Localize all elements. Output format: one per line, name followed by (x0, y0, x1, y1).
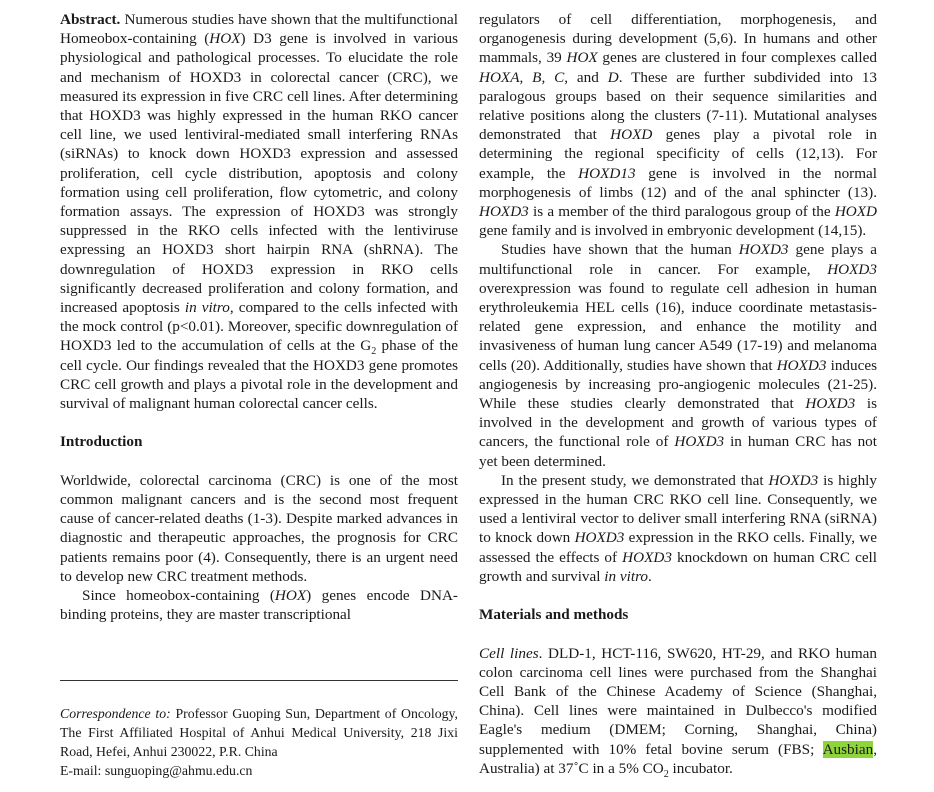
paragraph-text: overexpression was found to regulate cell adhesion in human erythroleukemia HEL cells (16), induce coordinate metastasis-related gene expression, and enhance the motility and invasiveness of human lung cancer A549 (17-19) and melanoma cells (20). Additionally, studies have shown that (479, 279, 877, 374)
highlighted-text: Ausbian (822, 740, 874, 758)
paragraph-text: , (519, 68, 533, 86)
gene-name: HOXA (479, 68, 520, 86)
gene-name: HOXD3 (768, 471, 819, 489)
intro-paragraph-2 (60, 586, 458, 624)
gene-name: HOXD3 (827, 260, 877, 278)
correspondence-footnote (60, 704, 458, 780)
paragraph-text: . These are further subdivided into 13 paralogous groups based on their sequence similarities and relative positions along the clusters (7-11). Mutational analyses demonstrated that (479, 68, 878, 144)
paragraph-text: . DLD-1, HCT-116, SW620, HT-29, and RKO human colon carcinoma cell lines were purchased from the Shanghai Cell Bank of the Chinese Academy of Science (Shanghai, China). Cell lines were maintained in Dulbecco's modified Eagle's medium (DMEM; Corning, Shanghai, China) supplemented with 10% fetal bovine serum (FBS; (479, 644, 877, 758)
paragraph-text: induces angiogenesis by increasing pro-angiogenic molecules (21-25). While these studies clearly demonstrated that (479, 356, 877, 413)
paragraph-text: In the present study, we demonstrated that (501, 471, 769, 489)
correspondence-label: Correspondence to: (60, 706, 171, 721)
latin-term: in vitro (184, 299, 230, 317)
gene-name: HOX (209, 30, 241, 48)
gene-name: HOX (274, 587, 307, 605)
paragraph-text: expression in the RKO cells. Finally, we assessed the effects of (479, 529, 877, 566)
paragraph-text: , (541, 68, 555, 86)
abstract-text: phase of the cell cycle. Our findings revealed that the HOXD3 gene promotes CRC cell growth and plays a pivotal role in the development and survival of malignant human colorectal cancer cells. (60, 337, 458, 413)
abstract (60, 10, 458, 413)
gene-name: HOX (566, 49, 598, 67)
abstract-text: Numerous studies have shown that the multifunctional Homeobox-containing ( (60, 11, 458, 48)
paragraph-text: , Australia) at 37˚C in a 5% CO (479, 740, 877, 777)
subsection-label: Cell lines (479, 644, 539, 662)
gene-name: HOXD3 (776, 356, 827, 374)
paragraph-text: gene family and is involved in embryonic development (14,15). (479, 222, 867, 240)
paragraph-text: knockdown on human CRC cell growth and survival (479, 548, 878, 585)
paragraph-text: ) genes encode DNA-binding proteins, they are master transcriptional (60, 587, 458, 624)
subscript: 2 (663, 768, 669, 780)
left-column (60, 10, 458, 624)
section-heading-introduction (60, 432, 458, 451)
paragraph-text: Studies have shown that the human (501, 241, 739, 259)
paragraph-text: . (648, 567, 652, 585)
correspondence-text: Professor Guoping Sun, Department of Oncology, The First Affiliated Hospital of Anhui Medical University, 218 Jixi Road, Hefei, Anhui 230022, P.R. China (60, 706, 458, 759)
paragraph-text: gene is involved in the normal morphogenesis of limbs (12) and of the anal sphincter (13). (479, 164, 877, 201)
intro-paragraph-2-continued (479, 10, 877, 240)
paragraph-text: regulators of cell differentiation, morphogenesis, and organogenesis during development (5,6). In humans and other mammals, 39 (479, 11, 877, 67)
gene-name: HOXD13 (578, 164, 636, 182)
paragraph-text: Since homeobox-containing ( (82, 587, 275, 605)
paragraph-text: is a member of the third paralogous group of the (528, 203, 835, 221)
abstract-text: ) D3 gene is involved in various physiological and pathological processes. To elucidate the role and mechanism of HOXD3 in colorectal cancer (CRC), we measured its expression in five CRC cell lines. After determining that HOXD3 was highly expressed in the human RKO cancer cell line, we used lentiviral-mediated small interfering RNAs (siRNAs) to knock down HOXD3 expression and assessed proliferation, cell cycle distribution, apoptosis and colony formation using cell proliferation, flow cytometric, and colony formation assays. The expression of HOXD3 was strongly suppressed in the RKO cells infected with the lentiviruse expressing an HOXD3 short hairpin RNA (shRNA). The downregulation of HOXD3 expression in RKO cells significantly decreased proliferation and colony formation, and increased apoptosis (60, 30, 459, 317)
gene-name: HOXD3 (674, 433, 725, 451)
paragraph-text: in human CRC has not yet been determined. (479, 433, 877, 470)
subscript: 2 (371, 346, 377, 358)
cell-lines-paragraph (479, 644, 877, 778)
paragraph-text: genes are clustered in four complexes called (597, 49, 877, 67)
gene-name: B (532, 68, 542, 86)
gene-name: C (554, 68, 565, 86)
paragraph-text: incubator. (668, 759, 733, 777)
abstract-text: , compared to the cells infected with the mock control (p<0.01). Moreover, specific downregulation of HOXD3 led to the accumulation of cells at the G (60, 299, 458, 355)
gene-name: HOXD (834, 203, 877, 221)
heading-text: Introduction (60, 433, 143, 451)
right-column (479, 10, 877, 778)
paragraph-text: gene plays a multifunctional role in cancer. For example, (479, 241, 878, 278)
intro-paragraph-1: Worldwide, colorectal carcinoma (CRC) is one of the most common malignant cancers and is the second most frequent cause of cancer-related deaths (1-3). Despite marked advances in diagnostic and therapeutic approaches, the prognosis for CRC patients remains poor (4). Consequently, there is an urgent need to develop new CRC treatment methods. (60, 471, 458, 585)
gene-name: HOXD3 (622, 548, 672, 566)
gene-name: HOXD (610, 126, 653, 144)
latin-term: in vitro (604, 567, 649, 585)
gene-name: HOXD3 (574, 529, 625, 547)
paragraph-text: is highly expressed in the human CRC RKO cell line. Consequently, we used a lentiviral vector to deliver small interfering RNA (siRNA) to knock down (479, 471, 877, 547)
correspondence-email: E-mail: sunguoping@ahmu.edu.cn (60, 763, 253, 778)
intro-paragraph-3 (479, 240, 877, 470)
gene-name: HOXD3 (738, 241, 789, 259)
footnote-divider (60, 680, 458, 681)
gene-name: HOXD3 (805, 395, 856, 413)
paragraph-text: is involved in the development and growth of various types of cancers, the functional role of (479, 395, 877, 451)
abstract-label: Abstract. (60, 11, 121, 28)
gene-name: D (607, 68, 619, 86)
section-heading-materials-methods (479, 605, 877, 624)
heading-text: Materials and methods (479, 606, 629, 624)
intro-paragraph-4 (479, 471, 877, 586)
paragraph-text: genes play a pivotal role in determining the regional specificity of cells (12,13). For example, the (479, 126, 878, 182)
paragraph-text: , and (564, 68, 608, 86)
gene-name: HOXD3 (479, 203, 529, 221)
